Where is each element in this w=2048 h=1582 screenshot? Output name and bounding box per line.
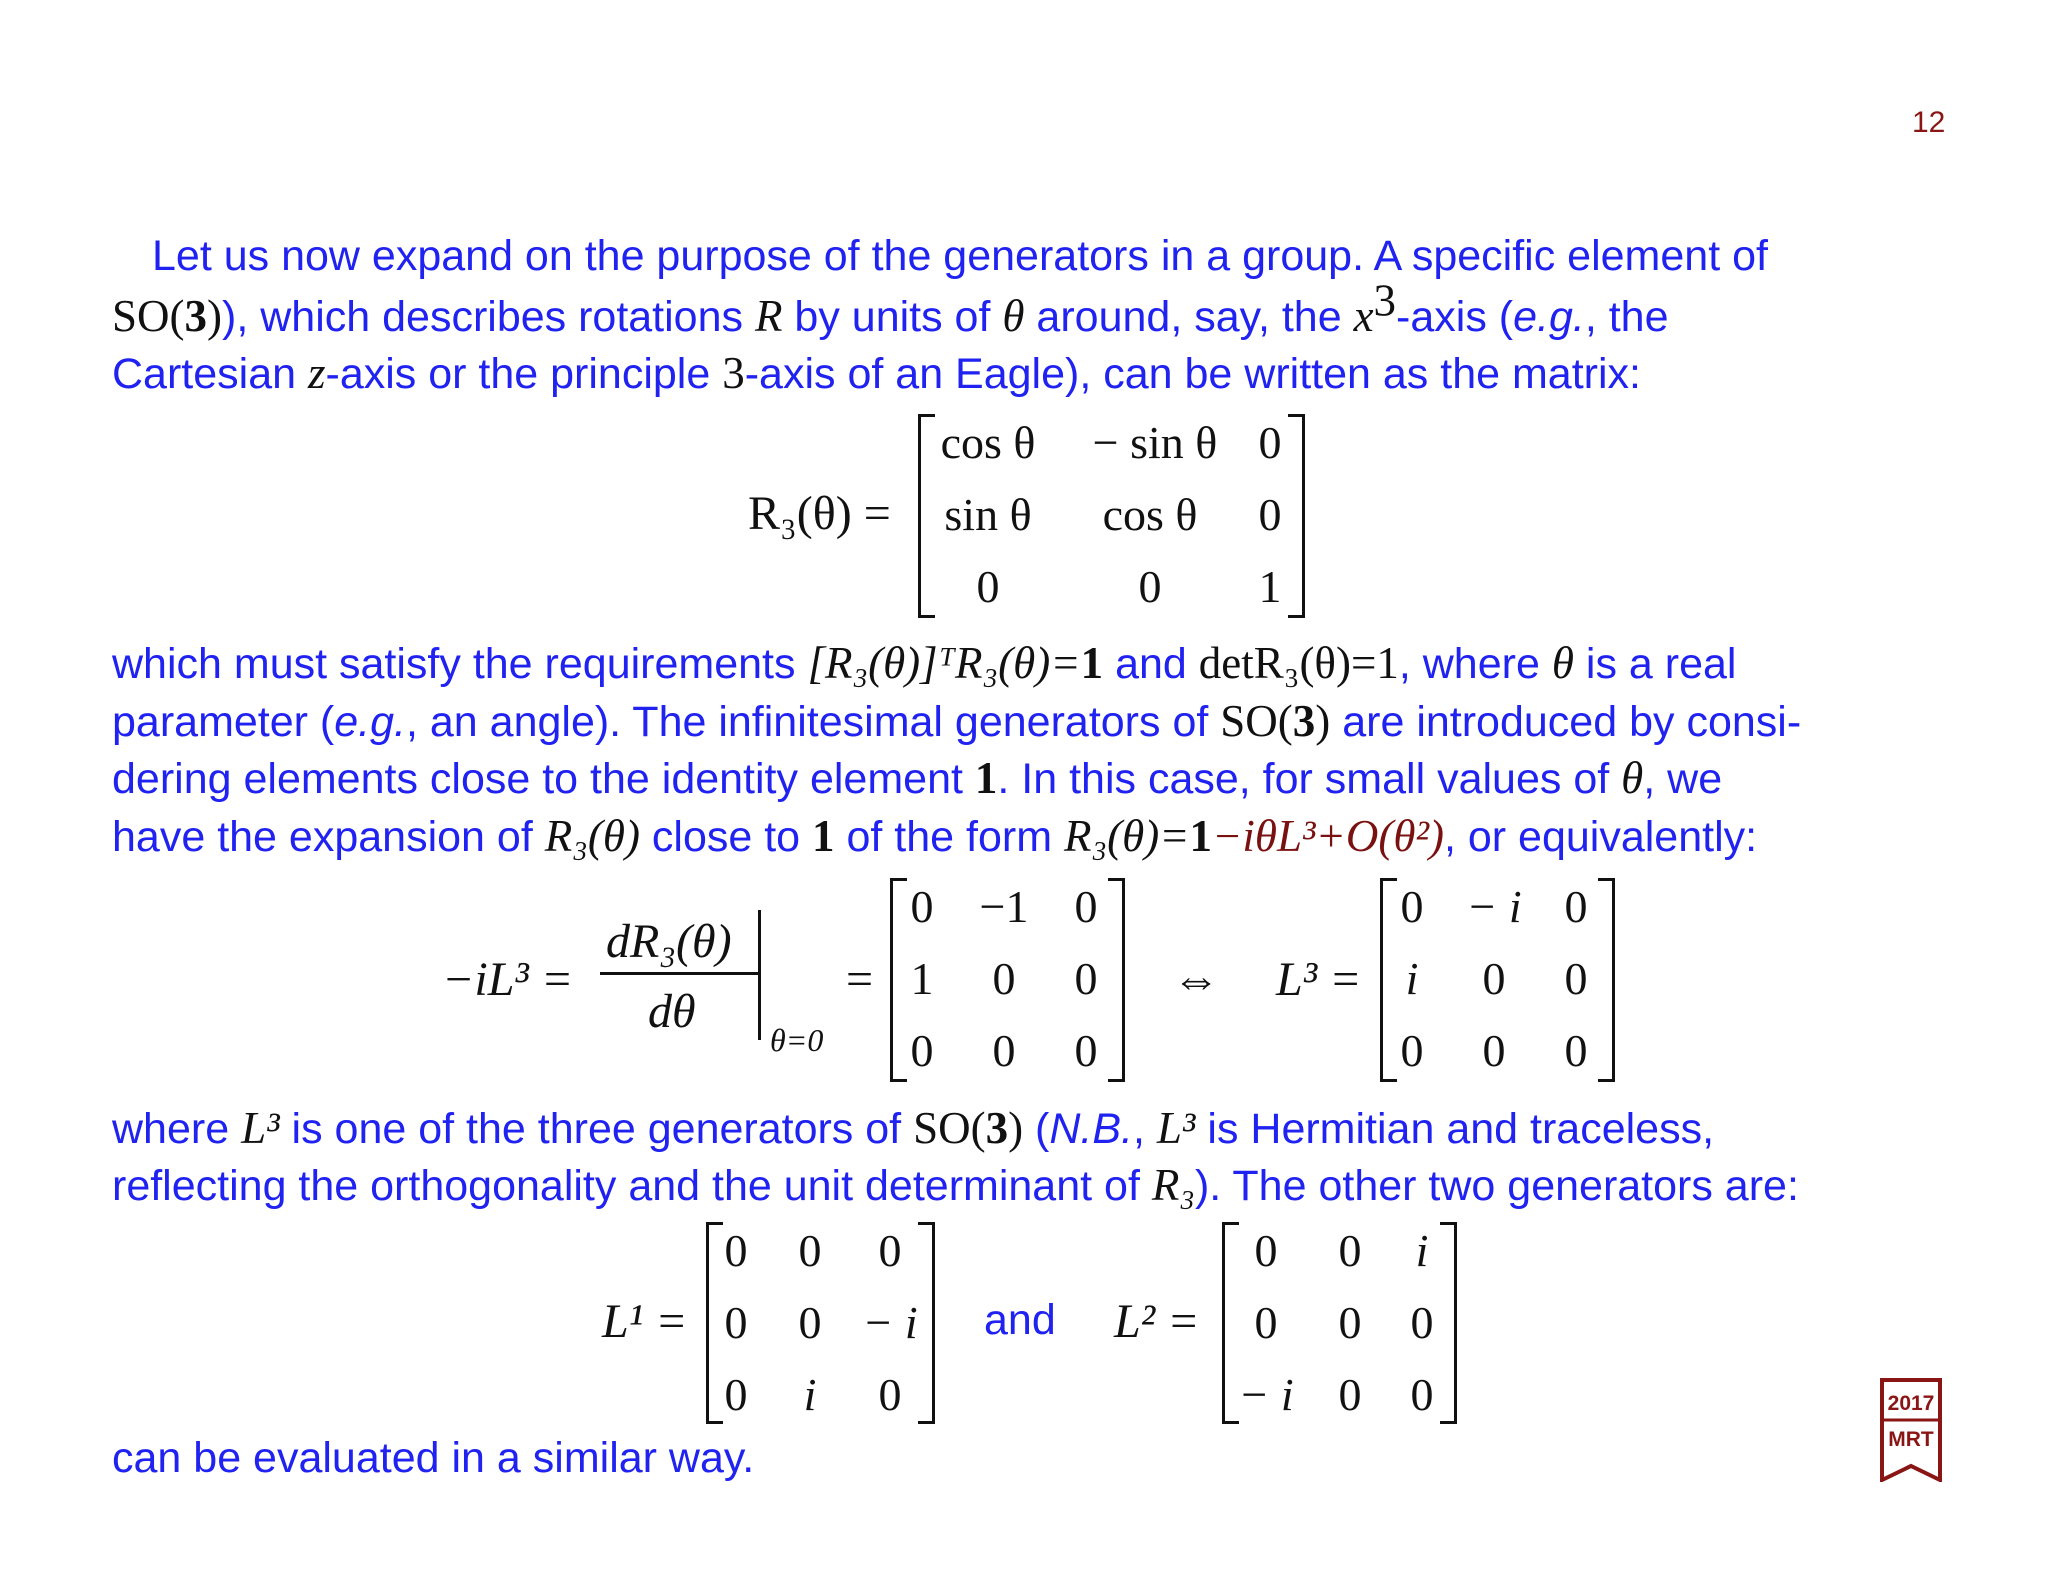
eg: e.g.	[1513, 293, 1585, 341]
cell: 0	[724, 1297, 748, 1348]
cell: 0	[1564, 953, 1588, 1004]
theta-symbol: θ	[1621, 753, 1644, 803]
equals: =	[846, 953, 874, 1006]
cell: 0	[992, 953, 1016, 1004]
text: , the	[1584, 293, 1669, 341]
text: have the expansion of	[112, 813, 545, 861]
text: . In this case, for small values of	[997, 755, 1622, 803]
cell: 0	[1254, 1225, 1278, 1276]
r3-lhs: R₃(θ) =	[748, 487, 891, 540]
evaluation-point: θ=0	[770, 1022, 824, 1058]
text: which must satisfy the requirements	[112, 640, 808, 688]
cell: 0	[798, 1225, 822, 1276]
z-symbol: z	[307, 348, 326, 398]
paragraph-1-line-1	[152, 232, 1768, 281]
x-symbol: x	[1353, 291, 1374, 341]
numerator: dR₃(θ)	[606, 915, 732, 968]
text: Cartesian	[112, 350, 308, 398]
and-word: and	[984, 1296, 1056, 1344]
cell: − i	[862, 1297, 918, 1348]
cell: 0	[992, 1025, 1016, 1076]
cell: 0	[724, 1225, 748, 1276]
eg: e.g.	[334, 698, 406, 746]
paragraph-2-line-1	[112, 637, 1736, 689]
cell: 0	[1338, 1225, 1362, 1276]
cell: 0	[878, 1225, 902, 1276]
cell: 0	[910, 1025, 934, 1076]
cell: 0	[1338, 1369, 1362, 1420]
identity-symbol: 1	[812, 811, 835, 861]
determinant-condition: detR₃(θ)=1	[1198, 638, 1399, 688]
text: is a real	[1573, 640, 1737, 688]
badge-year: 2017	[1887, 1392, 1935, 1415]
cell: 0	[878, 1369, 902, 1420]
cell: − i	[1238, 1369, 1294, 1420]
r-symbol: R	[754, 291, 783, 341]
identity-symbol: 1	[1189, 811, 1213, 861]
cell: 0	[1564, 1025, 1588, 1076]
paragraph-2-line-4	[112, 810, 1757, 862]
paragraph-3-line-1	[112, 1102, 1714, 1154]
l3-symbol: L³	[1156, 1103, 1196, 1153]
text: (	[1023, 1105, 1050, 1153]
cell: 0	[798, 1297, 822, 1348]
l2-lhs: L² =	[1114, 1295, 1200, 1348]
denominator: dθ	[648, 985, 696, 1038]
cell: 0	[1074, 1025, 1098, 1076]
text: is one of the three generators of	[279, 1105, 914, 1153]
so3-group: SO(3)	[913, 1103, 1024, 1153]
orthogonality-condition: [R₃(θ)]ᵀR₃(θ)=	[807, 638, 1081, 688]
so3-group: SO(3)	[112, 291, 223, 341]
cell: i	[1405, 953, 1419, 1004]
cell: 0	[910, 881, 934, 932]
l3-lhs: L³ =	[1276, 953, 1362, 1006]
cell: i	[803, 1369, 817, 1420]
theta-symbol: θ	[1551, 638, 1574, 688]
theta-symbol: θ	[1002, 291, 1025, 341]
text: dering elements close to the identity element	[112, 755, 975, 803]
cell: 0	[1410, 1297, 1434, 1348]
nb: N.B.	[1049, 1105, 1133, 1153]
l3-symbol: L³	[241, 1103, 280, 1153]
text: where	[112, 1105, 242, 1153]
text: -axis of an Eagle), can be written as the matrix:	[744, 350, 1641, 398]
cell: 0	[1482, 953, 1506, 1004]
cell: 0	[1074, 953, 1098, 1004]
fraction-bar	[600, 972, 758, 975]
text: and	[1103, 640, 1199, 688]
cell: 0	[1400, 881, 1424, 932]
text: -axis (	[1396, 293, 1514, 341]
iff-symbol: ⇔	[1172, 953, 1220, 1006]
cell: 0	[724, 1369, 748, 1420]
paragraph-1-line-3	[112, 347, 1641, 399]
paragraph-2-line-2	[112, 695, 1801, 747]
cell: 0	[1254, 1297, 1278, 1348]
text: parameter (	[112, 698, 335, 746]
badge-logo	[1880, 1378, 1942, 1482]
r3-theta: R₃(θ)	[544, 811, 640, 861]
text: are introduced by consi-	[1330, 698, 1802, 746]
identity-symbol: 1	[974, 753, 998, 803]
expansion-term: −iθL³+O(θ²)	[1212, 811, 1444, 861]
text: , an angle). The infinitesimal generators of	[405, 698, 1221, 746]
l1-lhs: L¹ =	[602, 1295, 688, 1348]
cell: 0	[1400, 1025, 1424, 1076]
text: , we	[1643, 755, 1723, 803]
identity-symbol: 1	[1080, 638, 1104, 688]
cell: cos θ	[940, 417, 1036, 468]
three-symbol: 3	[722, 348, 745, 398]
cell: −1	[979, 881, 1029, 932]
cell: 0	[1482, 1025, 1506, 1076]
closing-line: can be evaluated in a similar way.	[112, 1434, 755, 1482]
minus-i-l3-lhs: −iL³ =	[442, 953, 574, 1006]
so3-group: SO(3)	[1220, 696, 1331, 746]
text: , where	[1398, 640, 1552, 688]
paragraph-3-line-2	[112, 1159, 1799, 1211]
text: reflecting the orthogonality and the unit determinant of	[112, 1162, 1152, 1210]
text: is Hermitian and traceless,	[1195, 1105, 1715, 1153]
text: ), which describes rotations	[222, 293, 755, 341]
text: close to	[639, 813, 813, 861]
cell: 0	[1338, 1297, 1362, 1348]
cell: i	[1415, 1225, 1429, 1276]
cell: 0	[1258, 417, 1282, 468]
r3-symbol: R₃	[1151, 1160, 1195, 1210]
cell: − sin θ	[1092, 417, 1218, 468]
paragraph-1-line-2	[112, 275, 1669, 342]
text: around, say, the	[1024, 293, 1354, 341]
cell: 0	[1410, 1369, 1434, 1420]
cell: 0	[1074, 881, 1098, 932]
badge-icon	[1880, 1378, 1942, 1482]
cell: 1	[910, 953, 934, 1004]
evaluation-bar	[758, 910, 761, 1040]
expansion-lhs: R₃(θ)=	[1063, 811, 1190, 861]
cell: 0	[1138, 561, 1162, 612]
text: by units of	[782, 293, 1003, 341]
page-number: 12	[1912, 106, 1946, 139]
superscript: 3	[1373, 275, 1397, 326]
badge-initials: MRT	[1888, 1428, 1934, 1451]
text: ). The other two generators are:	[1194, 1162, 1799, 1210]
cell: sin θ	[944, 489, 1032, 540]
text: ,	[1133, 1105, 1157, 1153]
cell: cos θ	[1102, 489, 1198, 540]
cell: 0	[1258, 489, 1282, 540]
paragraph-2-line-3	[112, 752, 1722, 804]
cell: 1	[1258, 561, 1282, 612]
cell: 0	[1564, 881, 1588, 932]
text: Let us now expand on the purpose of the generators in a group. A specific element of	[152, 232, 1768, 280]
text: -axis or the principle	[325, 350, 723, 398]
cell: 0	[976, 561, 1000, 612]
cell: − i	[1466, 881, 1522, 932]
text: , or equivalently:	[1443, 813, 1758, 861]
text: of the form	[834, 813, 1064, 861]
